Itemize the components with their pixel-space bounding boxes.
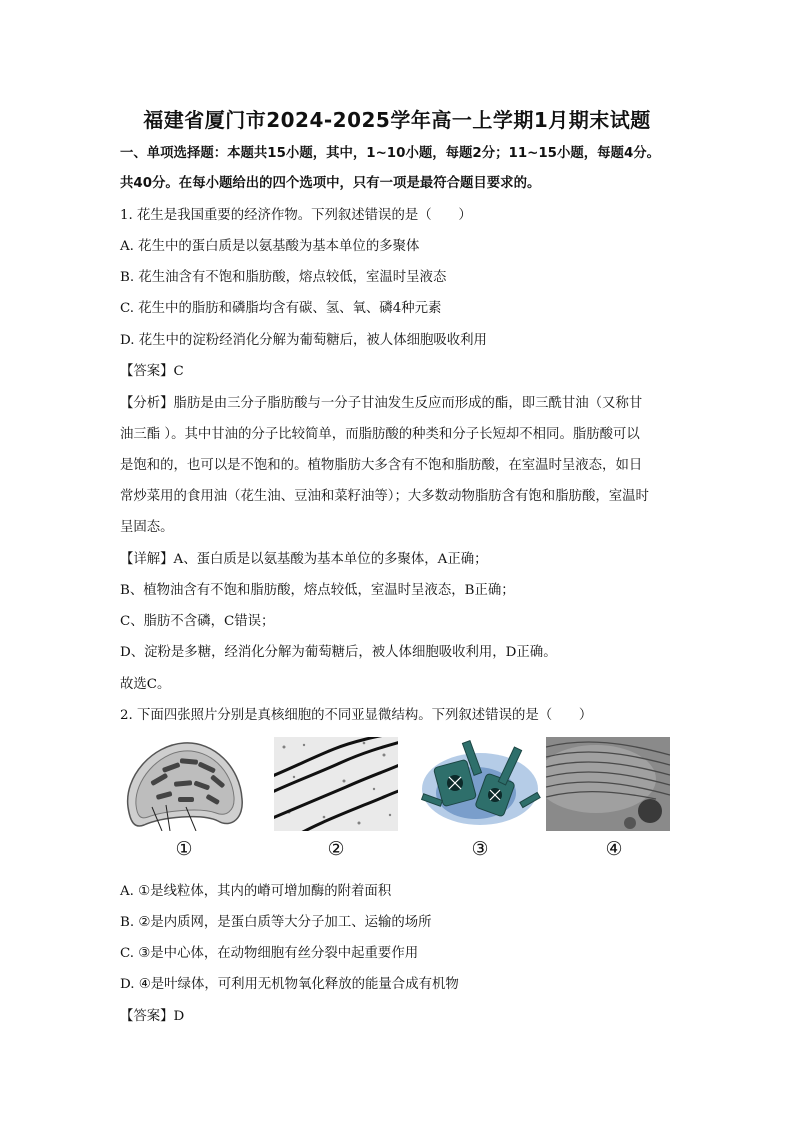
question-2-answer: 【答案】D bbox=[120, 1009, 185, 1024]
figure-2-label: ② bbox=[327, 838, 345, 860]
figure-1-label: ① bbox=[175, 838, 193, 860]
question-1-option-c: C. 花生中的脂肪和磷脂均含有碳、氢、氧、磷4种元素 bbox=[120, 301, 442, 316]
question-1-detail-line: D、淀粉是多糖，经消化分解为葡萄糖后，被人体细胞吸收利用，D正确。 bbox=[120, 645, 557, 660]
page-title: 福建省厦门市2024-2025学年高一上学期1月期末试题 bbox=[143, 108, 651, 132]
question-2-option-a: A. ①是线粒体，其内的嵴可增加酶的附着面积 bbox=[120, 884, 392, 899]
question-1-option-d: D. 花生中的淀粉经消化分解为葡萄糖后，被人体细胞吸收利用 bbox=[120, 333, 487, 348]
question-1-option-b: B. 花生油含有不饱和脂肪酸，熔点较低，室温时呈液态 bbox=[120, 270, 447, 285]
question-1-stem: 1. 花生是我国重要的经济作物。下列叙述错误的是（ ） bbox=[120, 208, 472, 223]
question-1-analysis-line: 油三酯 ）。其中甘油的分子比较简单，而脂肪酸的种类和分子长短却不相同。脂肪酸可以 bbox=[120, 427, 640, 442]
question-2-stem: 2. 下面四张照片分别是真核细胞的不同亚显微结构。下列叙述错误的是（ ） bbox=[120, 708, 593, 723]
question-1-answer: 【答案】C bbox=[120, 364, 184, 379]
question-1-detail-line: C、脂肪不含磷，C错误； bbox=[120, 614, 275, 629]
question-2-option-b: B. ②是内质网，是蛋白质等大分子加工、运输的场所 bbox=[120, 915, 432, 930]
section-header-line-1: 一、单项选择题：本题共15小题，其中，1~10小题，每题2分；11~15小题，每题4分。 bbox=[120, 146, 661, 161]
question-2-option-d: D. ④是叶绿体，可利用无机物氧化释放的能量合成有机物 bbox=[120, 977, 459, 992]
figure-2-organelle-image bbox=[274, 737, 398, 831]
question-2-figures bbox=[122, 737, 672, 867]
figure-1-organelle-image bbox=[122, 737, 246, 831]
figure-4-organelle-image bbox=[546, 737, 670, 831]
question-1-detail-line: B、植物油含有不饱和脂肪酸，熔点较低，室温时呈液态，B正确； bbox=[120, 583, 515, 598]
figure-4-label: ④ bbox=[605, 838, 623, 860]
figure-3-organelle-image bbox=[420, 737, 544, 831]
question-1-analysis-line: 呈固态。 bbox=[120, 520, 174, 535]
question-2-option-c: C. ③是中心体，在动物细胞有丝分裂中起重要作用 bbox=[120, 946, 419, 961]
question-1-option-a: A. 花生中的蛋白质是以氨基酸为基本单位的多聚体 bbox=[120, 239, 420, 254]
question-1-conclusion: 故选C。 bbox=[120, 677, 171, 692]
question-1-detail-line: 【详解】A、蛋白质是以氨基酸为基本单位的多聚体，A正确； bbox=[120, 552, 488, 567]
figure-3-label: ③ bbox=[471, 838, 489, 860]
question-1-analysis-line: 【分析】脂肪是由三分子脂肪酸与一分子甘油发生反应而形成的酯，即三酰甘油（又称甘 bbox=[120, 396, 643, 411]
question-1-analysis-line: 常炒菜用的食用油（花生油、豆油和菜籽油等）；大多数动物脂肪含有饱和脂肪酸，室温时 bbox=[120, 489, 649, 504]
question-1-analysis-line: 是饱和的，也可以是不饱和的。植物脂肪大多含有不饱和脂肪酸，在室温时呈液态，如日 bbox=[120, 458, 643, 473]
section-header-line-2: 共40分。在每小题给出的四个选项中，只有一项是最符合题目要求的。 bbox=[120, 176, 541, 191]
